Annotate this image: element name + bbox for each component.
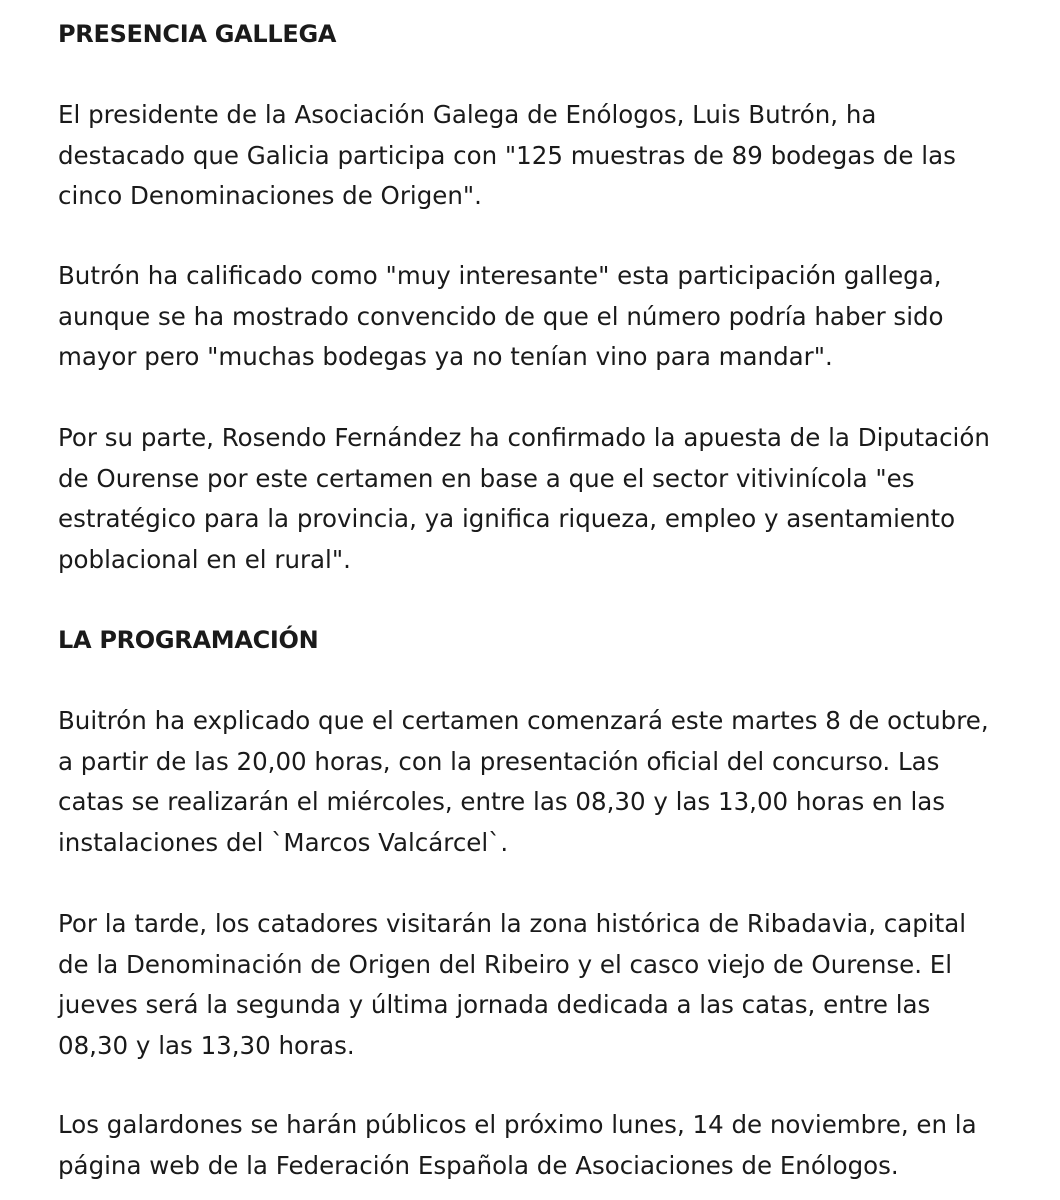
paragraph-rosendo-fernandez: Por su parte, Rosendo Fernández ha confirmado la apuesta de la Diputación de Ourense por este certamen en base a que el sector vitivinícola "es estratégico para la provincia, ya ignifica riqueza, empleo y asentamiento poblacional en el rural". xyxy=(58,423,990,574)
paragraph-butron-participacion: Butrón ha calificado como "muy interesante" esta participación gallega, aunque se ha mostrado convencido de que el número podría haber sido mayor pero "muchas bodegas ya no tenían vino para mandar". xyxy=(58,261,944,371)
section-heading-la-programacion: LA PROGRAMACIÓN xyxy=(58,626,319,654)
paragraph-certamen-calendario: Buitrón ha explicado que el certamen comenzará este martes 8 de octubre, a partir de las 20,00 horas, con la presentación oficial del concurso. Las catas se realizarán el miércoles, entre las 08,30 y las 13,00 horas en las instalaciones del `Marcos Valcárcel`. xyxy=(58,706,989,857)
paragraph-butron-muestras: El presidente de la Asociación Galega de Enólogos, Luis Butrón, ha destacado que Galicia participa con "125 muestras de 89 bodegas de las cinco Denominaciones de Origen". xyxy=(58,100,956,210)
paragraph-galardones: Los galardones se harán públicos el próximo lunes, 14 de noviembre, en la página web de la Federación Española de Asociaciones de Enólogos. xyxy=(58,1110,977,1180)
section-heading-presencia-gallega: PRESENCIA GALLEGA xyxy=(58,20,337,48)
paragraph-visita-ribadavia: Por la tarde, los catadores visitarán la zona histórica de Ribadavia, capital de la Denominación de Origen del Ribeiro y el casco viejo de Ourense. El jueves será la segunda y última jornada dedicada a las catas, entre las 08,30 y las 13,30 horas. xyxy=(58,909,967,1060)
